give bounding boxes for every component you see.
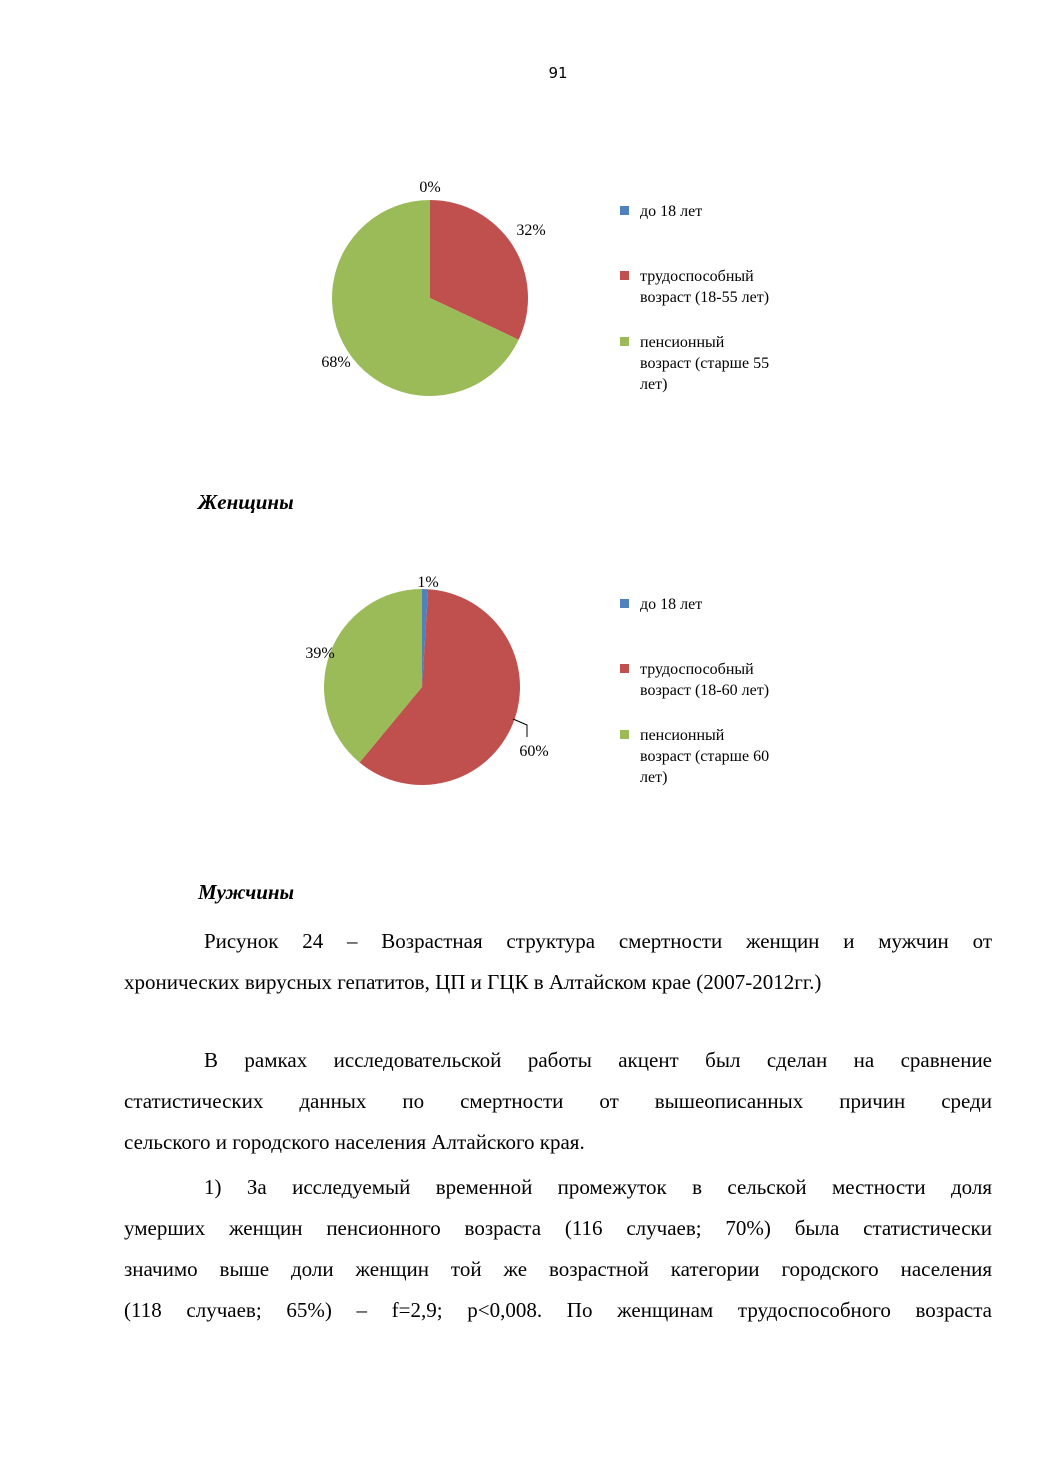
paragraph-line: статистических данных по смертности от вышеописанных причин среди [124,1089,992,1113]
pie-chart-women-svg [0,170,1040,470]
figure-caption-line: хронических вирусных гепатитов, ЦП и ГЦК в Алтайском крае (2007-2012гг.) [124,970,822,994]
legend-text: до 18 лет [640,596,703,613]
legend-text: трудоспособный возраст (18-55 лет) [640,268,770,306]
pie-chart-men [0,565,1040,865]
chart-caption-men: Мужчины [198,880,295,904]
legend-text: пенсионный возраст (старше 60 лет) [640,727,770,786]
slice-label-working-age: 60% [519,743,549,760]
legend-text: до 18 лет [640,203,703,220]
paragraph-2 [124,1167,992,1331]
legend-text: трудоспособный возраст (18-60 лет) [640,661,770,699]
legend-swatch-green [620,730,629,739]
page-number: 91 [548,64,568,82]
paragraph-line: значимо выше доли женщин той же возрастной категории городского населения [124,1257,992,1281]
slice-label-pension-age: 39% [305,645,335,662]
slice-label-pension-age: 68% [321,354,351,371]
paragraph-line: 1) За исследуемый временной промежуток в сельской местности доля [204,1175,992,1199]
legend-swatch-red [620,664,629,673]
slice-label-working-age: 32% [516,222,546,239]
pie-men-slices [324,589,520,785]
paragraph-line: сельского и городского населения Алтайского края. [124,1130,585,1154]
legend-swatch-red [620,271,629,280]
slice-label-under-18: 0% [419,179,441,196]
pie-women-slices [332,200,528,396]
chart-caption-women: Женщины [198,490,294,514]
legend-swatch-blue [620,599,629,608]
slice-label-under-18: 1% [417,574,439,591]
leader-line-60 [513,719,527,737]
paragraph-1 [124,1040,992,1163]
legend-text: пенсионный возраст (старше 55 лет) [640,334,770,393]
legend-swatch-green [620,337,629,346]
legend-swatch-blue [620,206,629,215]
pie-chart-women [0,170,1040,470]
paragraph-line: В рамках исследовательской работы акцент был сделан на сравнение [204,1048,992,1072]
paragraph-line: умерших женщин пенсионного возраста (116 случаев; 70%) была статистически [124,1216,992,1240]
figure-caption [124,921,992,1003]
figure-caption-line: Рисунок 24 – Возрастная структура смертности женщин и мужчин от [204,929,992,953]
pie-chart-men-svg [0,565,1040,865]
paragraph-line: (118 случаев; 65%) – f=2,9; p<0,008. По женщинам трудоспособного возраста [124,1298,992,1322]
